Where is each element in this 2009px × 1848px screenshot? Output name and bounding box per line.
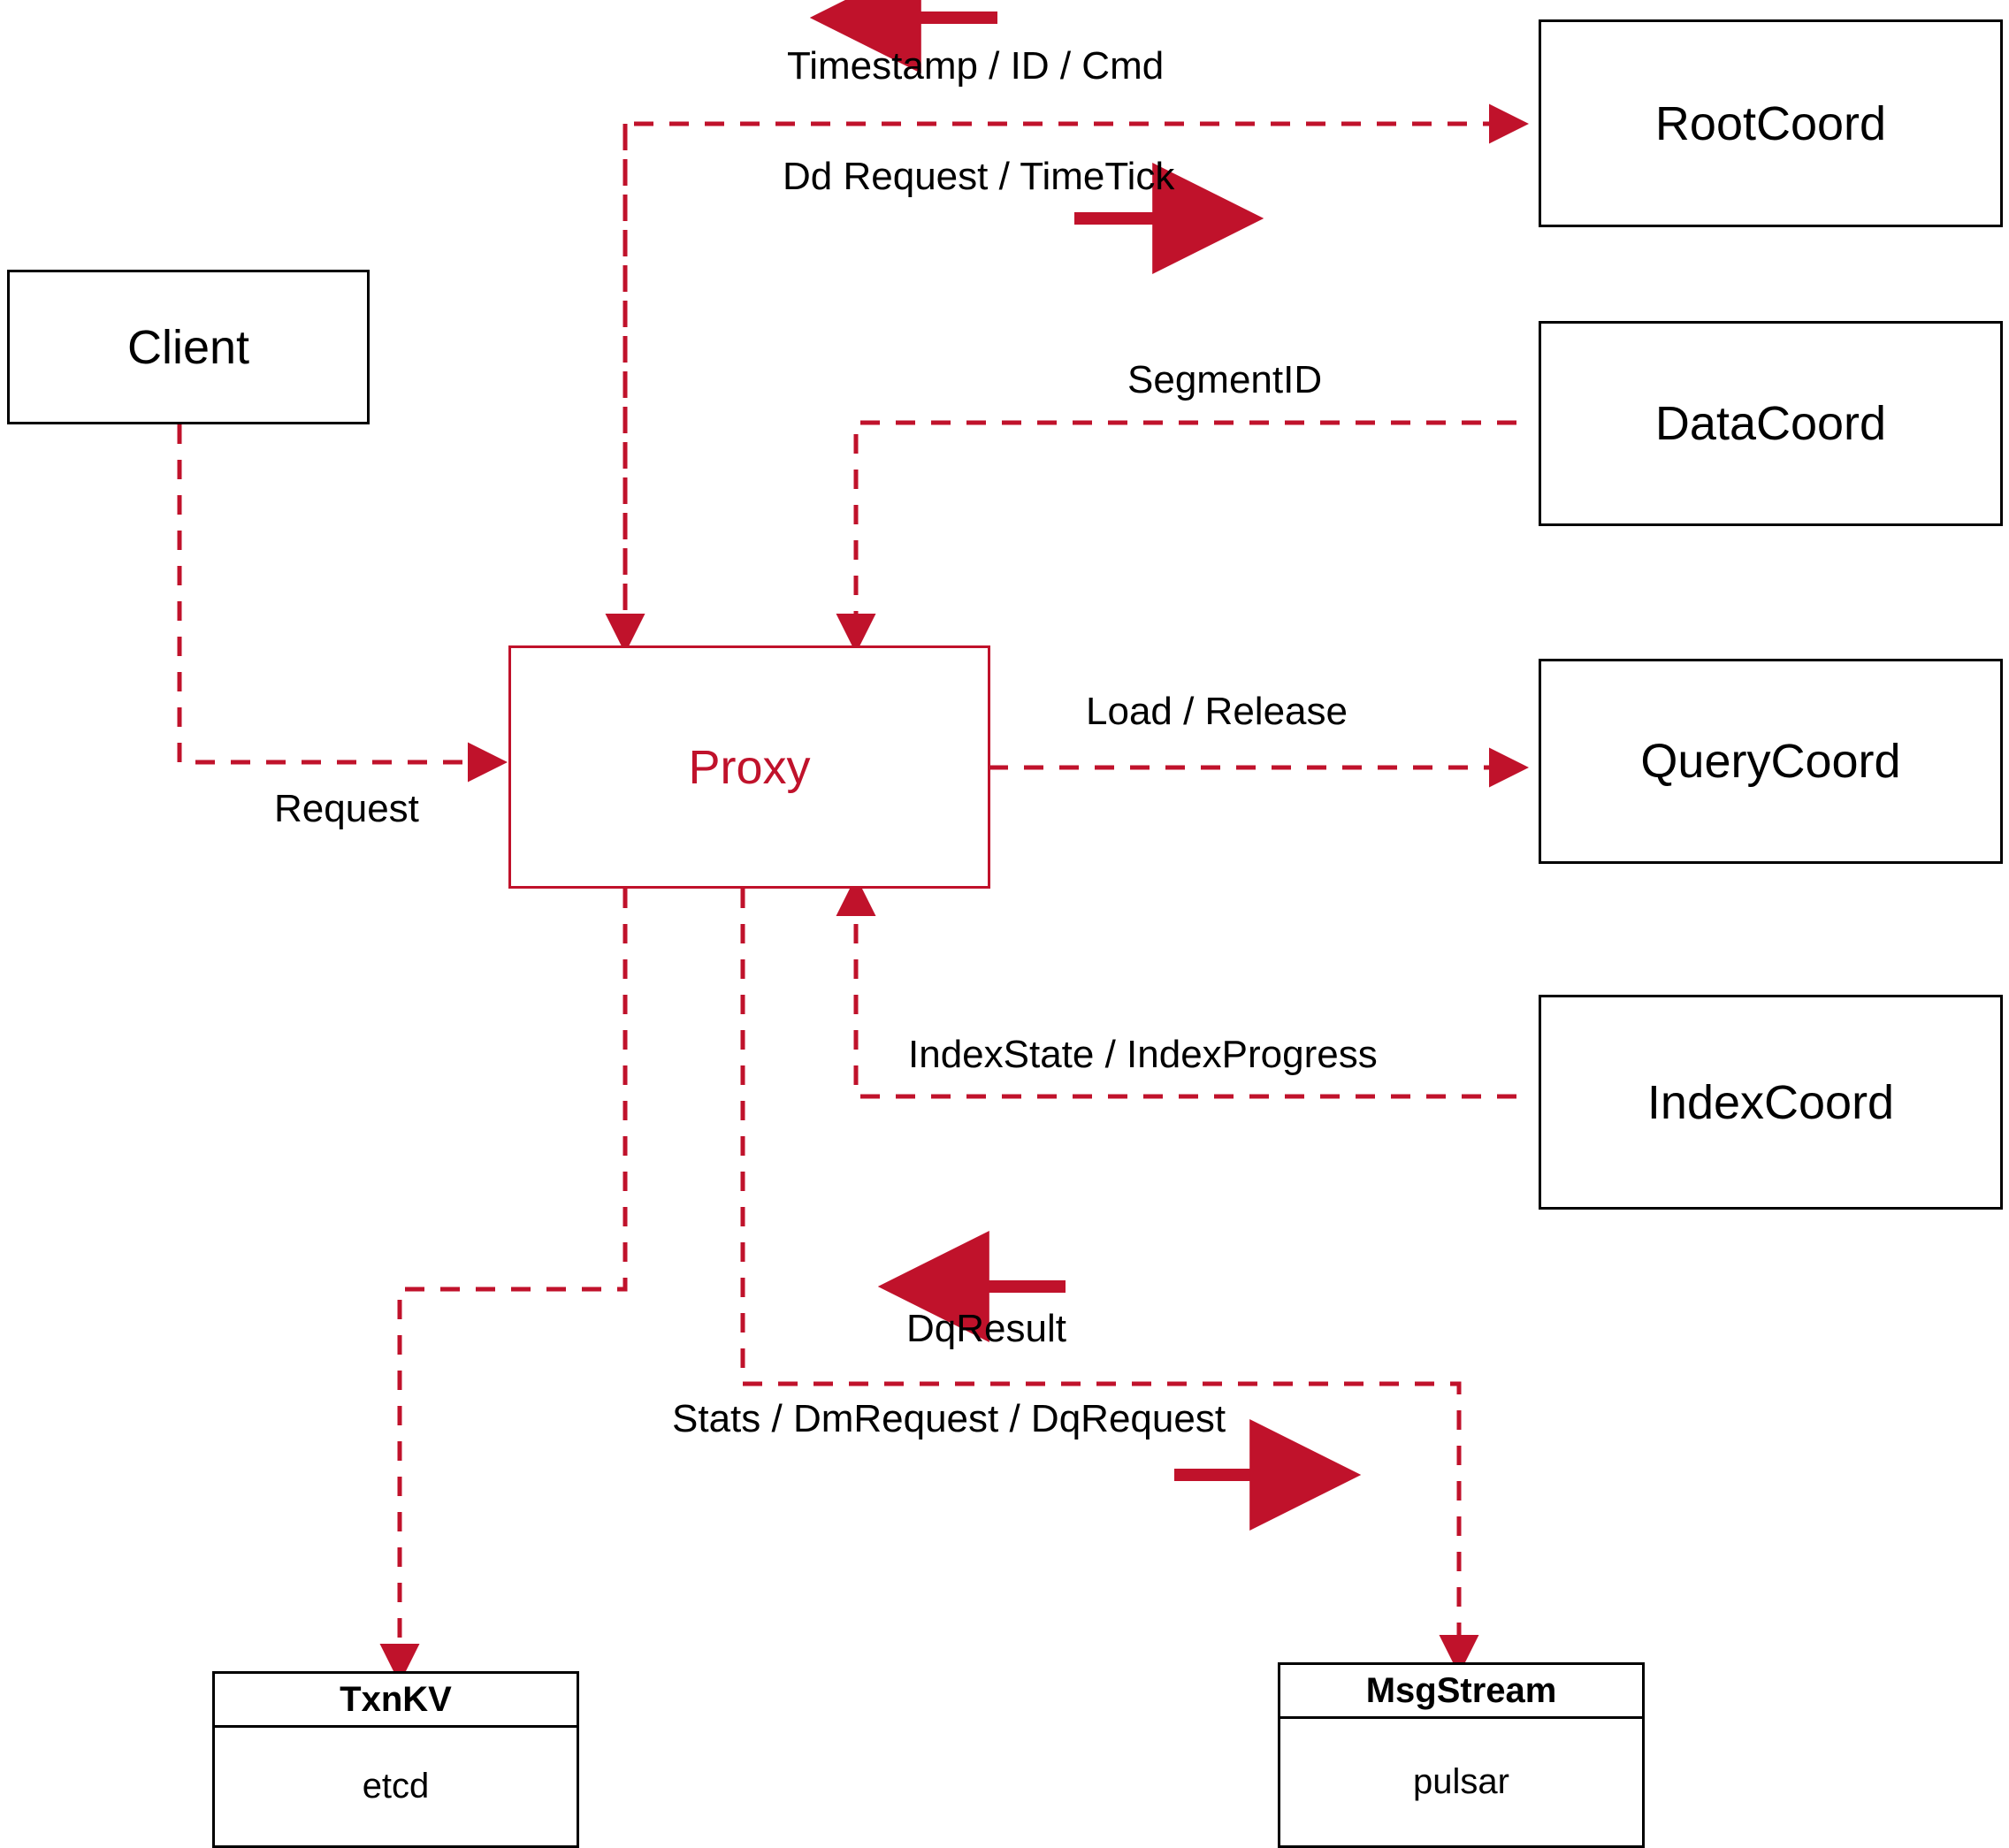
- node-txnkv-body: etcd: [362, 1767, 430, 1806]
- edge-proxy-to-rootcoord: [625, 124, 1516, 645]
- edge-label-dd-request-timetick: Dd Request / TimeTick: [783, 155, 1175, 198]
- edge-proxy-to-txnkv: [400, 889, 625, 1671]
- node-client[interactable]: [7, 270, 370, 424]
- node-proxy[interactable]: [508, 645, 990, 889]
- edge-client-to-proxy: [180, 424, 495, 762]
- edge-proxy-to-msgstream: [743, 889, 1459, 1662]
- node-rootcoord[interactable]: [1539, 19, 2003, 227]
- node-msgstream[interactable]: [1278, 1662, 1645, 1848]
- node-client-label: Client: [126, 320, 250, 374]
- edge-label-timestamp-id-cmd: Timestamp / ID / Cmd: [787, 44, 1165, 88]
- edge-label-segmentid: SegmentID: [1127, 358, 1323, 401]
- node-txnkv-title: TxnKV: [215, 1674, 577, 1728]
- node-proxy-label: Proxy: [688, 740, 811, 794]
- node-indexcoord-label: IndexCoord: [1646, 1075, 1895, 1129]
- edge-label-dqresult: DqResult: [906, 1307, 1066, 1350]
- edge-label-request: Request: [274, 787, 419, 830]
- edge-label-load-release: Load / Release: [1086, 690, 1348, 733]
- node-msgstream-title: MsgStream: [1280, 1665, 1642, 1719]
- edge-datacoord-to-proxy: [856, 423, 1516, 641]
- edge-label-stats-dmrequest-dqrequest: Stats / DmRequest / DqRequest: [672, 1397, 1226, 1440]
- node-rootcoord-label: RootCoord: [1654, 96, 1887, 150]
- node-indexcoord[interactable]: [1539, 995, 2003, 1210]
- node-txnkv[interactable]: [212, 1671, 579, 1848]
- node-querycoord-label: QueryCoord: [1640, 735, 1901, 788]
- edge-label-indexstate-indexprogress: IndexState / IndexProgress: [908, 1033, 1378, 1076]
- node-msgstream-body: pulsar: [1413, 1762, 1509, 1801]
- node-querycoord[interactable]: [1539, 659, 2003, 864]
- node-datacoord-label: DataCoord: [1654, 397, 1887, 450]
- node-datacoord[interactable]: [1539, 321, 2003, 526]
